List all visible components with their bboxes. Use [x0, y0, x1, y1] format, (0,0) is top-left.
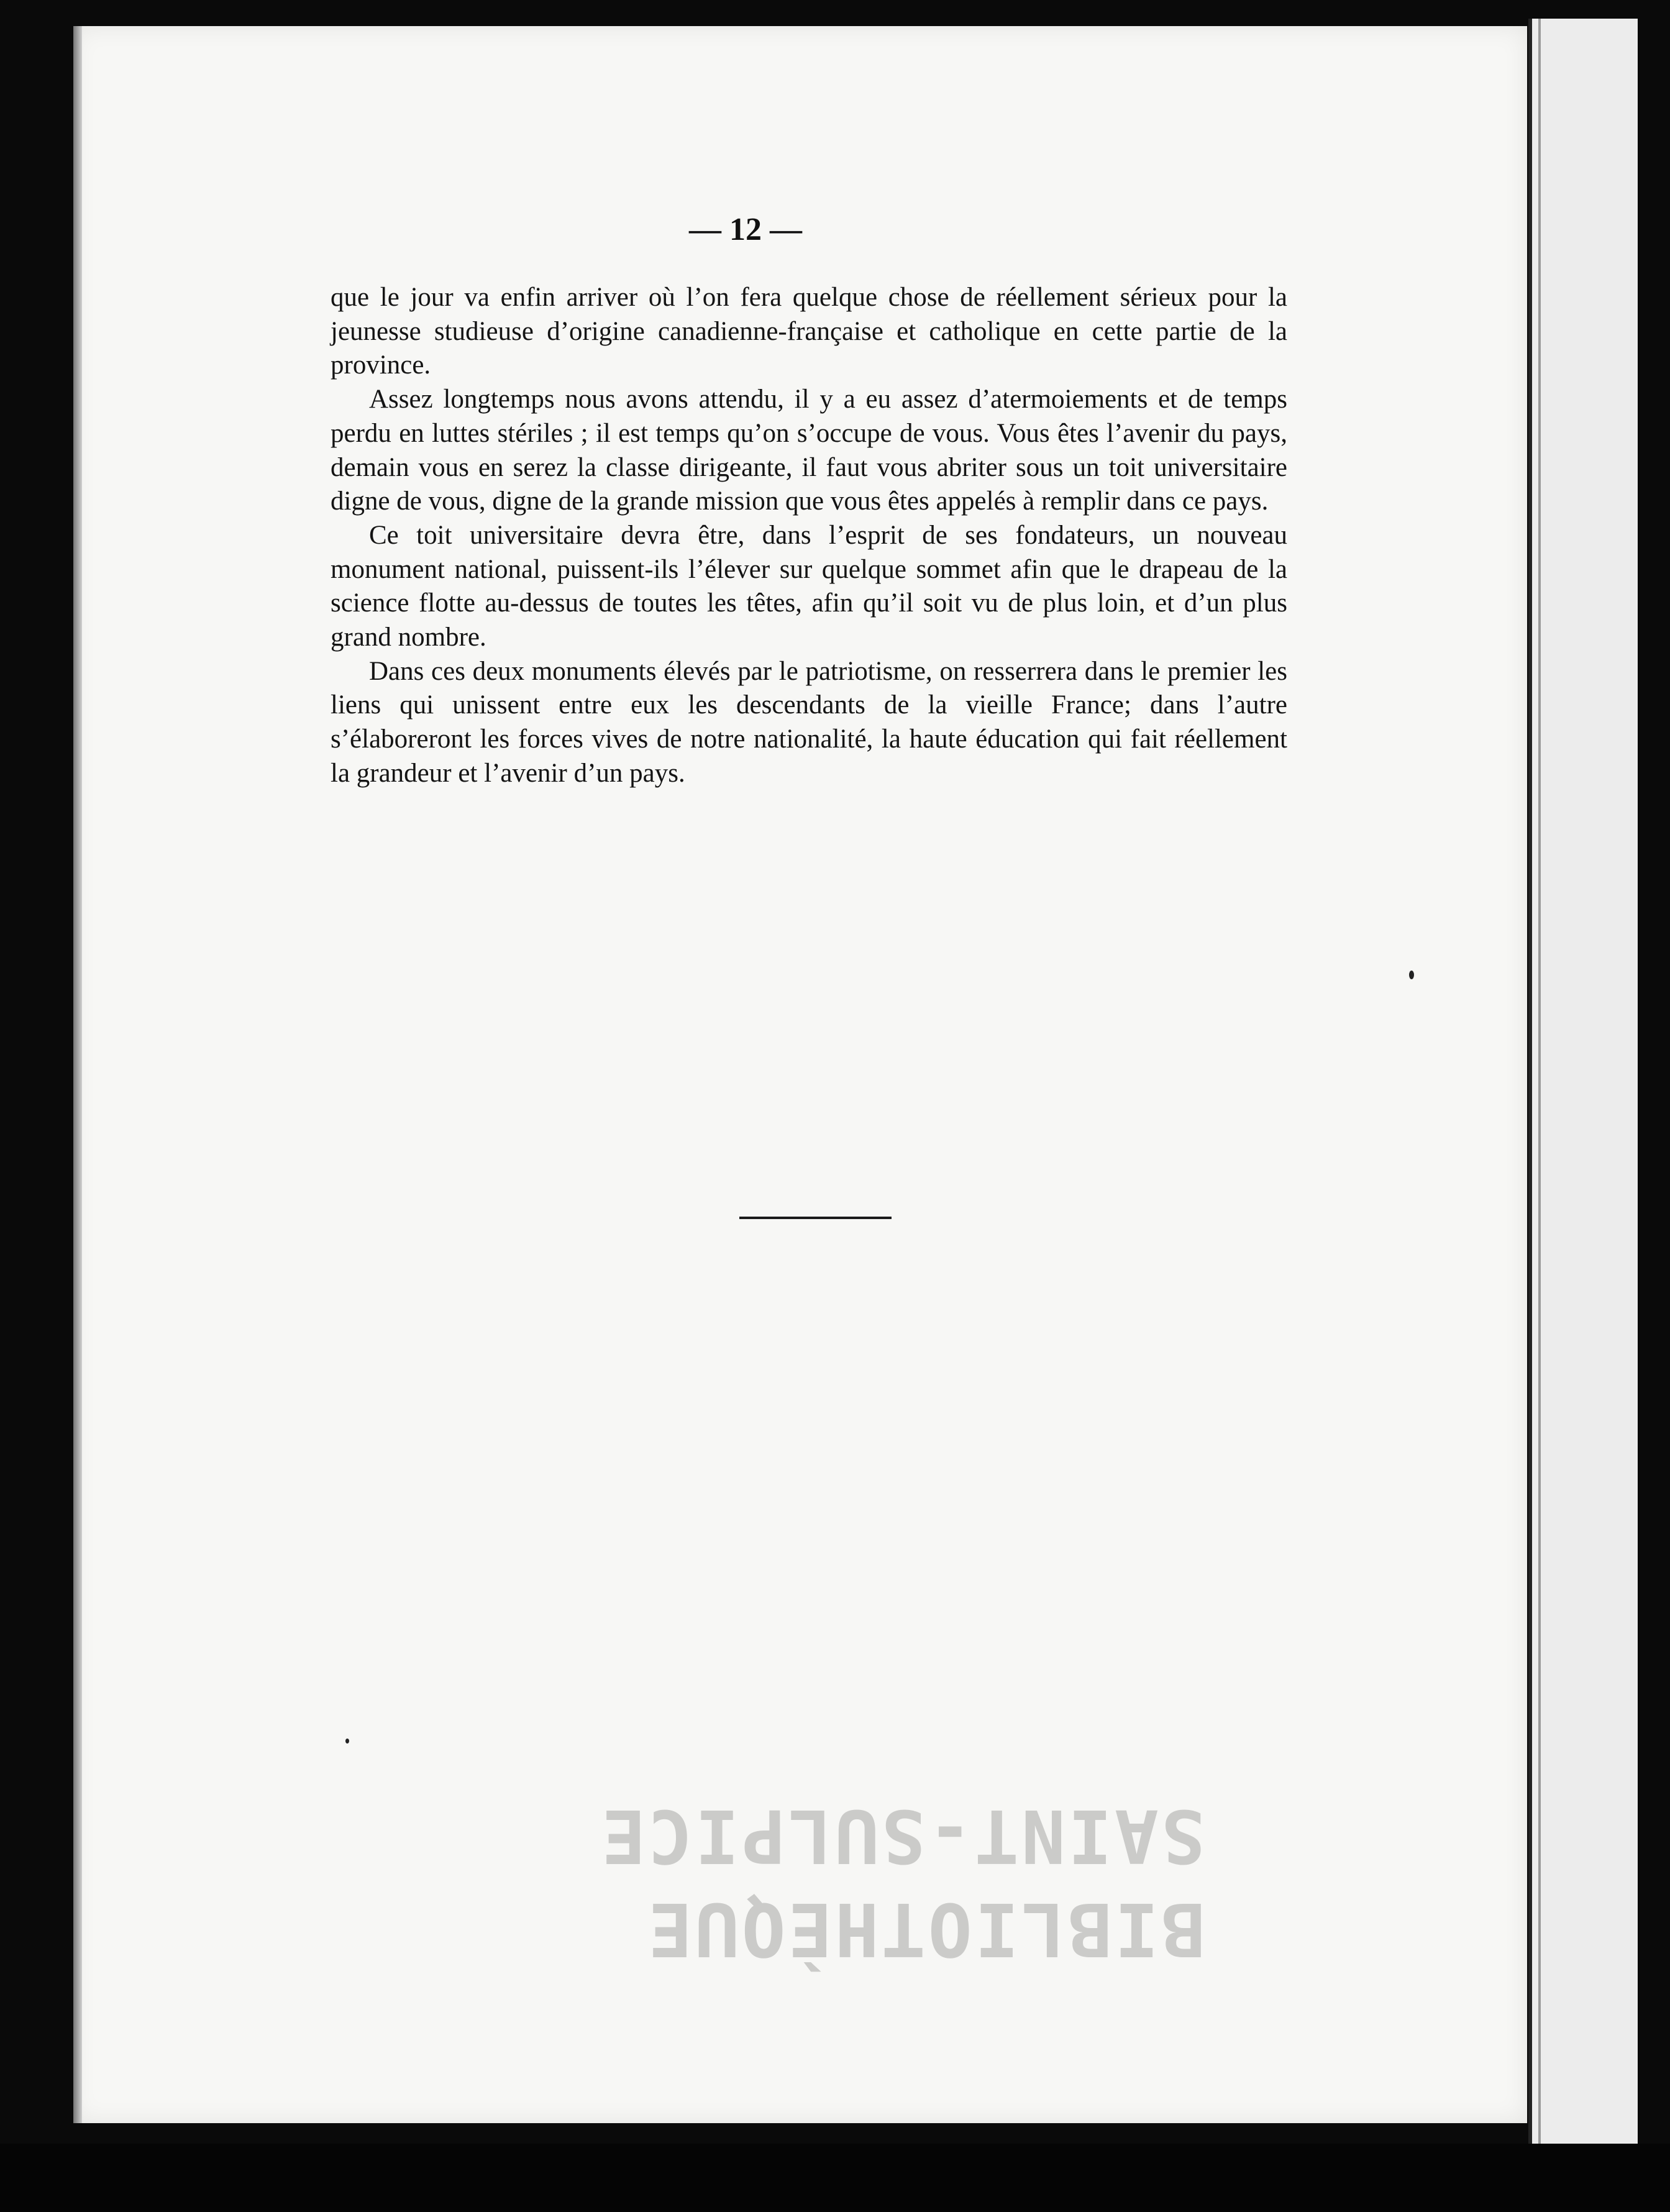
paragraph-3: Ce toit universitaire devra être, dans l’esprit de ses fondateurs, un nouveau monument national, puissent-ils l’élever sur quelque sommet afin que le drapeau de la science flotte au-dessus de toutes les têtes, afin qu’il soit vu de plus loin, et d’un plus grand nombre.: [331, 520, 1287, 652]
scan-bottom-border: [0, 2144, 1670, 2212]
paragraph-1: que le jour va enfin arriver où l’on fera quelque chose de réellement sérieux pour la jeunesse studieuse d’origine canadienne-française et catholique en cette partie de la province.: [331, 283, 1287, 380]
body-text: [331, 281, 1287, 791]
scan-speck: [1409, 971, 1414, 979]
library-perforation-stamp: [599, 1678, 1205, 1976]
adjacent-page-strip: [1528, 19, 1638, 2150]
stamp-line-2: SAINT-SULPICE: [599, 1793, 1205, 1879]
paragraph-2: Assez longtemps nous avons attendu, il y a eu assez d’atermoiements et de temps perdu en luttes stériles ; il est temps qu’on s’occupe de vous. Vous êtes l’avenir du pays, demain vous en serez la classe dirigeante, il faut vous abriter sous un toit universitaire digne de vous, digne de la grande mission que vous êtes appelés à remplir dans ce pays.: [331, 385, 1287, 516]
stamp-line-1: BIBLIOTHÈQUE: [646, 1886, 1205, 1972]
adjacent-page-edge: [1538, 19, 1541, 2150]
scan-speck: [345, 1739, 349, 1744]
paragraph-4: Dans ces deux monuments élevés par le patriotisme, on resserrera dans le premier les liens qui unissent entre eux les descendants de la vieille France; dans l’autre s’élaboreront les forces vives de notre nationalité, la haute éducation qui fait réellement la grandeur et l’avenir d’un pays.: [331, 656, 1287, 788]
page-edge-shadow: [73, 26, 82, 2123]
section-end-rule: [739, 1217, 892, 1219]
page-number: — 12 —: [689, 212, 802, 247]
